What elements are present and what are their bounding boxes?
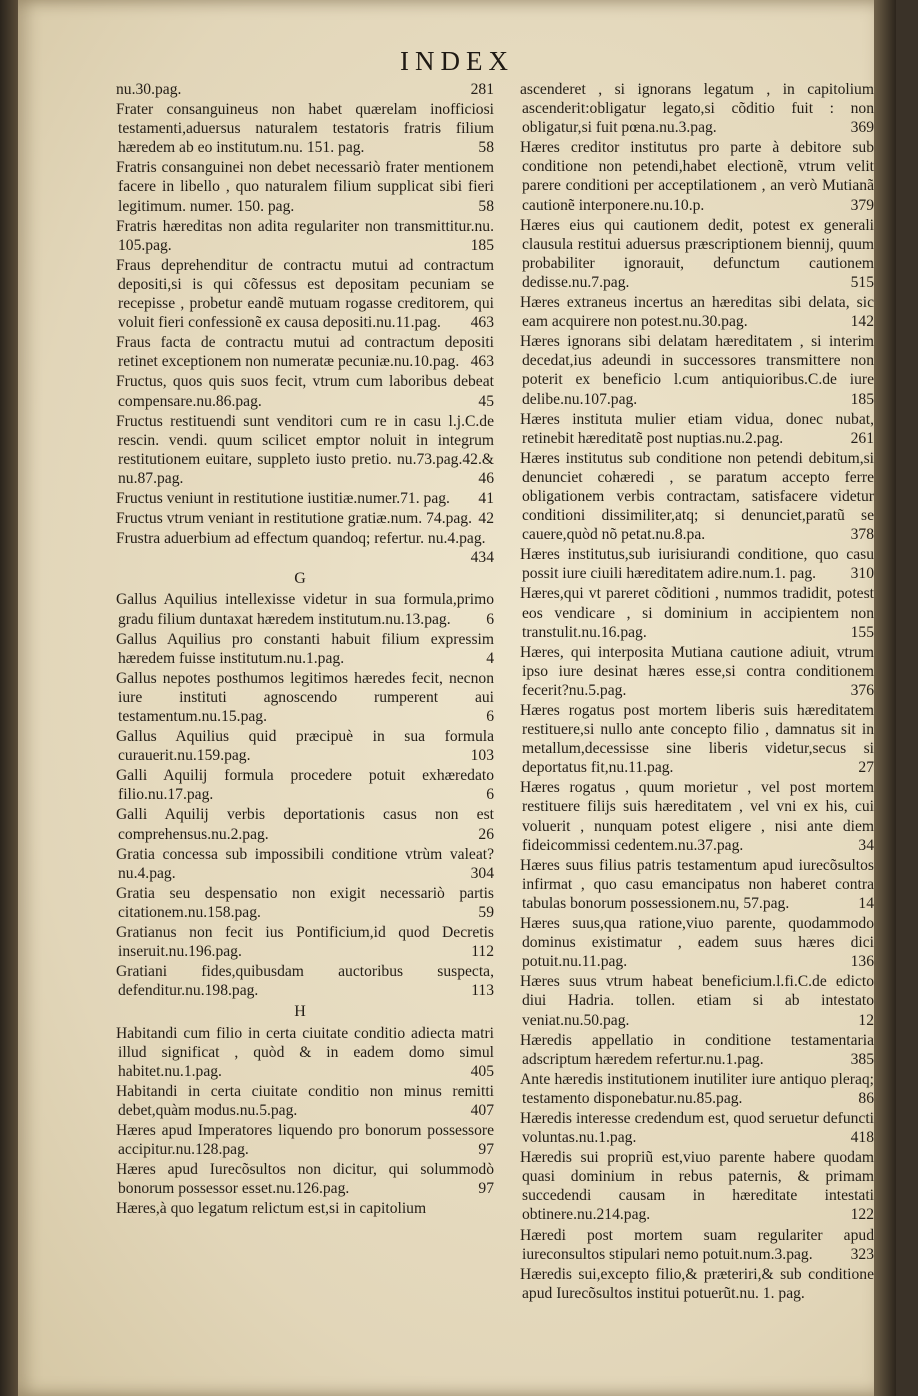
index-entry [510, 1148, 874, 1224]
index-entry [510, 293, 874, 331]
index-entry-text: Hæres,qui vt pareret cõditioni , nummos tradidit, potest eos vendicare , si dominium in accipientem non transtulit.nu.16.pag. [520, 585, 874, 641]
index-entry-text: Fraus deprehenditur de contractu mutui ad contractum depositi,si is qui cõfessus est depositam pecuniam se recepisse , probetur eandẽ mutuam rogasse creditorem, qui voluit fieri confessionẽ ex causa depositi.nu.11.pag. [116, 256, 494, 332]
index-entry [510, 914, 874, 971]
index-column-left [106, 80, 494, 1219]
index-entry-page: 463 [470, 353, 494, 371]
index-entry [510, 138, 874, 214]
index-entry-page: 26 [478, 825, 494, 843]
index-entry-text: Habitandi in certa ciuitate conditio non minus remitti debet,quàm modus.nu.5.pag. [116, 1082, 494, 1119]
index-entry-page: 6 [486, 610, 494, 628]
index-entry-page: 46 [478, 469, 494, 487]
index-entry-text: Fratris consanguinei non debet necessariò frater mentionem facere in libello , quo naturalem filium supplicat sibi fieri legitimum. numer. 150. pag. [116, 159, 494, 215]
index-entry-page: 45 [478, 392, 494, 410]
index-entry-page: 185 [470, 236, 494, 254]
index-entry [106, 100, 494, 157]
index-entry-page: 136 [850, 953, 874, 971]
index-entry-page: 112 [471, 943, 494, 961]
index-entry-text: Hæredis sui,excepto filio,& præteriri,& sub conditione apud Iurecõsultos institui potuerũt.nu. 1. pag. [520, 1265, 874, 1302]
index-section-letter: H [294, 1003, 306, 1021]
index-entry-text: Fructus vtrum veniant in restitutione gratiæ.num. 74.pag. [116, 510, 473, 528]
index-entry [510, 545, 874, 583]
index-entry [106, 884, 494, 922]
index-entry-page: 407 [470, 1101, 494, 1119]
index-entry [106, 630, 494, 668]
index-entry-text: Hæres apud Iurecõsultos non dicitur, qui solummodò bonorum possessor esset.nu.126.pag. [116, 1161, 494, 1198]
index-entry-text: Hæredi post mortem suam regulariter apud iureconsultos stipulari nemo potuit.num.3.pag. [520, 1226, 874, 1263]
index-entry-text: Hæres, qui interposita Mutiana cautione adiuit, vtrum ipso iure desinat hæres esse,si contra conditionem fecerit?nu.5.pag. [520, 643, 874, 699]
index-entry-page: 261 [850, 429, 874, 447]
index-entry [106, 80, 494, 99]
index-entry-text: ascenderet , si ignorans legatum , in capitolium ascenderit:obligatur legato,si cõditio fuit : non obligatur,si fuit pœna.nu.3.pag. [520, 81, 874, 137]
index-entry [106, 845, 494, 883]
index-entry [510, 701, 874, 777]
index-entry-text: Gratia seu despensatio non exigit necessariò partis citationem.nu.158.pag. [116, 884, 494, 921]
index-entry-text: Hæres apud Imperatores liquendo pro bonorum possessore accipitur.nu.128.pag. [116, 1121, 494, 1159]
index-entry-text: Gratianus non fecit ius Pontificium,id quod Decretis inseruit.nu.196.pag. [116, 924, 494, 961]
index-entry-page: 27 [858, 759, 874, 777]
index-entry-text: Gratiani fides,quibusdam auctoribus suspecta, defenditur.nu.198.pag. [116, 963, 494, 1000]
index-entry-page: 59 [478, 903, 494, 921]
index-entry-text: Hæres eius qui cautionem dedit, potest ex generali clausula restitui aduersus præscriptionem biennij, quum probabiliter ignorauit, defunctum cautionem dedisse.nu.7.pag. [520, 216, 874, 291]
index-entry-page: 418 [850, 1129, 874, 1147]
index-entry [106, 766, 494, 804]
index-entry [510, 1031, 874, 1069]
index-entry [510, 332, 874, 408]
index-entry-page: 4 [486, 649, 494, 667]
index-entry-page: 369 [850, 119, 874, 137]
index-entry-page: 155 [850, 623, 874, 641]
book-gutter-left [0, 0, 18, 1396]
index-entry-text: Hæres extraneus incertus an hæreditas sibi delata, sic eam acquirere non potest.nu.30.pag. [520, 294, 874, 331]
index-entry-page: 310 [850, 565, 874, 583]
index-entry [106, 805, 494, 843]
index-entry-page: 12 [858, 1011, 874, 1029]
book-page [18, 0, 896, 1396]
index-entry-page: 323 [850, 1245, 874, 1263]
index-entry-page: 515 [850, 273, 874, 291]
index-entry [106, 529, 494, 567]
index-entry-page: 281 [470, 81, 494, 98]
index-entry-page: 58 [478, 197, 494, 215]
index-entry-text: Ante hæredis institutionem inutiliter iure antiquo pleraq; testamento disponebatur.nu.85.pag. [520, 1070, 874, 1107]
index-entry [510, 584, 874, 641]
index-entry [106, 217, 494, 255]
index-column-right [510, 80, 874, 1304]
index-entry [510, 449, 874, 544]
index-entry-text: Hæredis sui propriũ est,viuo parente habere quodam quasi dominium in rebus paternis, & primam succedendi causam in hæreditate intestati obtinere.nu.214.pag. [520, 1149, 874, 1224]
index-entry [106, 489, 494, 508]
index-entry [106, 1082, 494, 1120]
index-entry-text: Habitandi cum filio in certa ciuitate conditio adiecta matri illud significat , quòd & in eadem domo simul habitet.nu.1.pag. [116, 1024, 494, 1080]
index-entry-text: Hæres suus filius patris testamentum apud iurecõsultos infirmat , quo casu emancipatus non haberet contra tabulas bonorum possessionem.nu, 57.pag. [520, 856, 874, 912]
index-entry-text: Hæres institutus,sub iurisiurandi conditione, quo casu possit iure ciuili hæreditatem adire.num.1. pag. [520, 546, 874, 583]
index-entry [510, 972, 874, 1029]
index-entry-text: Gallus nepotes posthumos legitimos hæredes fecit, necnon iure instituti agnoscendo rumperent aui testamentum.nu.15.pag. [116, 669, 494, 725]
index-entry [106, 372, 494, 410]
index-entry-text: Hæres creditor institutus pro parte à debitore sub conditione non petendi,habet electionẽ, vtrum velit parere conditioni per acceptilationem , an verò Mutianã cautionẽ interponere.nu.10.p. [520, 139, 874, 214]
index-entry [106, 256, 494, 332]
index-section-letter: G [294, 570, 306, 588]
index-entry-text: Fructus veniunt in restitutione iustitiæ.numer.71. pag. [116, 489, 450, 507]
index-entry-page: 142 [850, 313, 874, 331]
index-entry-page: 185 [850, 390, 874, 408]
index-entry-text: Gallus Aquilius intellexisse videtur in sua formula,primo gradu filium duntaxat hæredem institutum.nu.13.pag. [116, 591, 494, 628]
index-entry-page: 434 [470, 549, 494, 567]
index-entry-text: Hæres institutus sub conditione non petendi debitum,si denunciet cohæredi , se paratum accepto ferre obligationem verbis contractam, satisfacere videtur conditioni dissimiliter,atq; si denunciet,paratũ se cauere,quòd nõ petat.nu.8.pa. [520, 449, 874, 544]
index-entry [106, 727, 494, 765]
index-entry-text: Hæres rogatus post mortem liberis suis hæreditatem restituere,si nullo ante concepto filio , damnatus sit in metallum,decessisse sine liberis videtur,secus si deportatus fit,nu.11.pag. [520, 702, 874, 777]
index-entry [106, 1121, 494, 1159]
index-entry-page: 113 [471, 982, 494, 1000]
index-entry [106, 333, 494, 371]
index-entry-text: Hæredis interesse credendum est, quod seruetur defuncti voluntas.nu.1.pag. [520, 1109, 874, 1147]
index-entry-page: 14 [858, 894, 874, 912]
index-entry-page: 385 [850, 1050, 874, 1068]
index-entry-text: Galli Aquilij formula procedere potuit exhæredato filio.nu.17.pag. [116, 767, 494, 804]
index-entry [510, 1109, 874, 1147]
index-entry [510, 216, 874, 292]
index-entry-page: 86 [858, 1089, 874, 1107]
index-entry [510, 1265, 874, 1303]
index-entry-page: 41 [478, 489, 494, 507]
index-entry-page: 304 [470, 864, 494, 882]
index-entry-text: Hæres rogatus , quum morietur , vel post mortem restituere filijs suis hæreditatem , vel vni ex his, cui voluerit , nunquam potest eligere , nisi ante diem fideicommissi cedentem.nu.37.pag. [520, 779, 874, 854]
index-entry-page: 97 [478, 1180, 494, 1198]
index-entry-text: Gratia concessa sub impossibili conditione vtrùm valeat?nu.4.pag. [116, 845, 494, 882]
index-entry [510, 80, 874, 137]
index-entry-page: 42 [478, 510, 494, 528]
index-entry [510, 1070, 874, 1108]
index-entry-page: 103 [470, 747, 494, 765]
index-entry-page: 122 [850, 1206, 874, 1224]
index-entry [510, 856, 874, 913]
index-entry [510, 643, 874, 700]
index-entry [510, 1226, 874, 1264]
index-entry-text: nu.30.pag. [116, 81, 182, 98]
index-entry-text: Hæres ignorans sibi delatam hæreditatem , si interim decedat,ius adeundi in successores transmittere non poterit ex beneficio l.cum antiquioribus.C.de iure delibe.nu.107.pag. [520, 333, 874, 408]
index-entry-text: Hæres instituta mulier etiam vidua, donec nubat, retinebit hæreditatẽ post nuptias.nu.2.pag. [520, 410, 874, 447]
index-entry-text: Hæres suus,qua ratione,viuo parente, quodammodo dominus existimatur , eadem suus hæres dici potuit.nu.11.pag. [520, 915, 874, 971]
index-entry [106, 962, 494, 1000]
index-entry [106, 669, 494, 726]
index-entry [106, 158, 494, 215]
index-entry-text: Gallus Aquilius quid præcipuè in sua formula curauerit.nu.159.pag. [116, 728, 494, 765]
index-entry-text: Hæres,à quo legatum relictum est,si in capitolium [116, 1200, 427, 1218]
book-edge-right [874, 0, 896, 1396]
index-entry [106, 1024, 494, 1081]
index-entry-page: 379 [850, 196, 874, 214]
index-entry-page: 58 [478, 139, 494, 157]
index-entry-text: Fraus facta de contractu mutui ad contractum depositi retinet exceptionem non numeratæ pecuniæ.nu.10.pag. [116, 334, 494, 371]
index-entry [106, 1160, 494, 1198]
index-entry-text: Fratris hæreditas non adita regulariter non transmittitur.nu. 105.pag. [116, 217, 494, 254]
index-entry-page: 6 [486, 708, 494, 725]
index-entry-text: Frustra aduerbium ad effectum quandoq; refertur. nu.4.pag. [116, 530, 486, 548]
index-entry-page: 376 [850, 681, 874, 699]
index-entry-page: 405 [470, 1062, 494, 1080]
index-entry [106, 590, 494, 628]
index-entry-text: Frater consanguineus non habet quærelam inofficiosi testamenti,aduersus naturalem testatoris fratris filium hæredem ab eo institutum.nu. 151. pag. [116, 101, 494, 157]
index-entry [510, 778, 874, 854]
index-entry-page: 6 [486, 786, 494, 804]
index-entry-text: Hæredis appellatio in conditione testamentaria adscriptum hæredem refertur.nu.1.pag. [520, 1031, 874, 1068]
index-entry-text: Gallus Aquilius pro constanti habuit filium expressim hæredem fuisse institutum.nu.1.pag. [116, 630, 494, 667]
index-entry-text: Hæres suus vtrum habeat beneficium.l.fi.C.de edicto diui Hadria. tollen. etiam si ab intestato veniat.nu.50.pag. [520, 973, 874, 1029]
index-entry [510, 410, 874, 448]
index-entry [106, 923, 494, 961]
index-entry-page: 97 [478, 1141, 494, 1159]
page-header-title: INDEX [400, 46, 514, 76]
index-entry-text: Galli Aquilij verbis deportationis casus non est comprehensus.nu.2.pag. [116, 806, 494, 843]
index-entry-text: Fructus, quos quis suos fecit, vtrum cum laboribus debeat compensare.nu.86.pag. [116, 373, 494, 410]
index-entry [106, 412, 494, 488]
index-entry-page: 34 [858, 836, 874, 854]
index-entry [106, 509, 494, 528]
index-entry-text: Fructus restituendi sunt venditori cum re in casu l.j.C.de rescin. vendi. quum scilicet emptor noluit in integrum restitutionem euitare, suppleto iusto pretio. nu.73.pag.42.& nu.87.pag. [116, 412, 494, 487]
index-entry-page: 378 [850, 526, 874, 544]
index-entry-page: 463 [470, 314, 494, 332]
index-entry [106, 1199, 494, 1218]
